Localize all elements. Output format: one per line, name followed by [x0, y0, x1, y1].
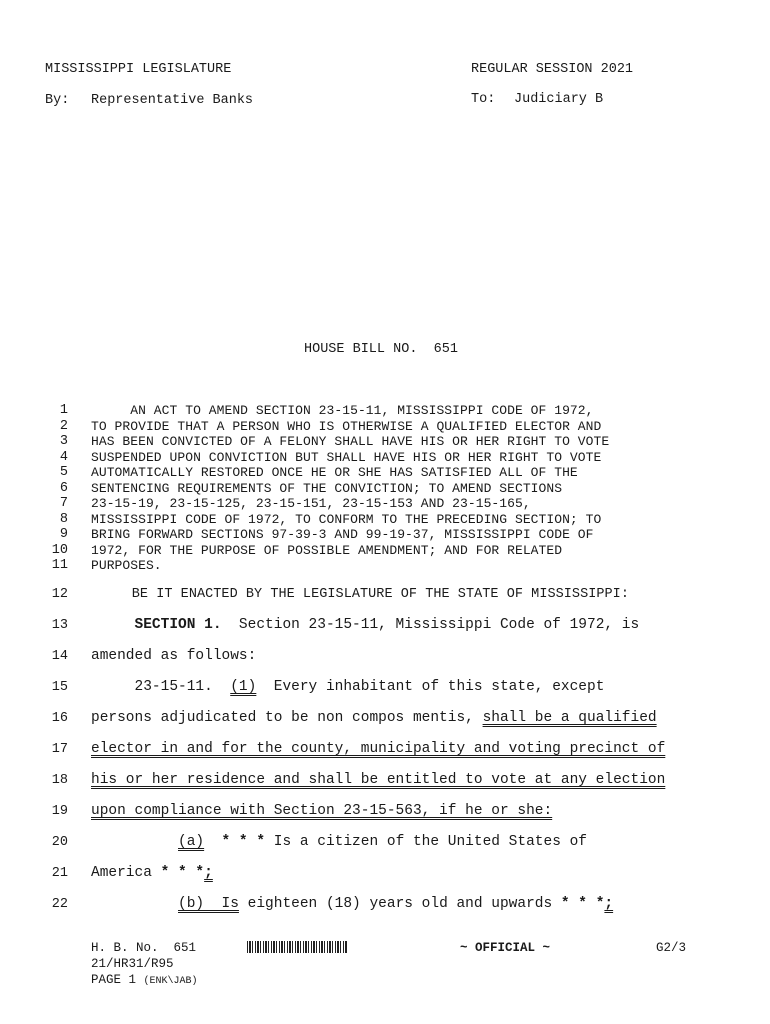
line-number: 22 [51, 897, 68, 912]
line-number: 16 [51, 711, 68, 726]
inserted-text: elector in and for the county, municipality and voting precinct of [91, 741, 666, 757]
line-number: 14 [51, 649, 68, 664]
footer-code: G2/3 [656, 941, 687, 955]
legislature-name: MISSISSIPPI LEGISLATURE [45, 62, 232, 77]
indent [91, 834, 178, 850]
page-indicator [91, 973, 198, 987]
text-segment: Is a citizen of the United States of [265, 834, 587, 850]
caption-line: MISSISSIPPI CODE OF 1972, TO CONFORM TO THE PRECEDING SECTION; TO [91, 512, 602, 527]
inserted-text: (1) [230, 679, 257, 695]
line-number: 11 [51, 558, 68, 573]
indent [91, 896, 178, 912]
deletion-marker: * * * [221, 834, 266, 850]
body-line [91, 865, 213, 881]
session-name: REGULAR SESSION 2021 [471, 62, 634, 77]
line-number: 6 [59, 481, 68, 496]
indent [91, 617, 135, 633]
line-number: 15 [51, 680, 68, 695]
section-label: SECTION 1. [134, 617, 222, 633]
section-text: Section 23-15-11, Mississippi Code of 1972, is [221, 617, 640, 633]
section-heading-line [91, 617, 639, 633]
caption-line: HAS BEEN CONVICTED OF A FELONY SHALL HAVE HIS OR HER RIGHT TO VOTE [91, 434, 610, 449]
body-line [91, 834, 587, 850]
official-mark: ~ OFFICIAL ~ [460, 941, 551, 955]
line-number: 13 [51, 618, 68, 633]
caption-line: AN ACT TO AMEND SECTION 23-15-11, MISSISSIPPI CODE OF 1972, [91, 403, 594, 418]
barcode-icon [247, 941, 347, 953]
caption-line: TO PROVIDE THAT A PERSON WHO IS OTHERWISE A QUALIFIED ELECTOR AND [91, 419, 602, 434]
body-line [91, 803, 552, 819]
text-segment: 23-15-11. [91, 679, 231, 695]
drafter-initials: (ENK\JAB) [143, 976, 198, 987]
inserted-text: (b) Is [178, 896, 239, 912]
line-number: 5 [59, 465, 68, 480]
line-number: 10 [51, 543, 68, 558]
line-number: 3 [59, 434, 68, 449]
line-number: 20 [51, 835, 68, 850]
inserted-text: shall be a qualified [482, 710, 657, 726]
body-line [91, 679, 604, 695]
line-number: 19 [51, 804, 68, 819]
page-number: PAGE 1 [91, 973, 137, 987]
caption-line: 1972, FOR THE PURPOSE OF POSSIBLE AMENDMENT; AND FOR RELATED [91, 543, 563, 558]
text-segment: America [91, 865, 161, 881]
caption-line: BRING FORWARD SECTIONS 97-39-3 AND 99-19-37, MISSISSIPPI CODE OF [91, 527, 594, 542]
line-number: 12 [51, 587, 68, 602]
sponsor-label: By: [45, 93, 70, 108]
text-segment: Every inhabitant of this state, except [256, 679, 605, 695]
body-line [91, 896, 613, 912]
committee-name: Judiciary B [514, 92, 604, 107]
text-segment [204, 834, 221, 850]
line-number: 1 [59, 403, 68, 418]
committee-label: To: [471, 92, 496, 107]
line-number: 17 [51, 742, 68, 757]
inserted-text: his or her residence and shall be entitled to vote at any election [91, 772, 666, 788]
footer-bill-number: H. B. No. 651 [91, 941, 197, 955]
line-number: 18 [51, 773, 68, 788]
caption-line: PURPOSES. [91, 558, 162, 573]
caption-line: 23-15-19, 23-15-125, 23-15-151, 23-15-153 AND 23-15-165, [91, 496, 531, 511]
body-line [91, 772, 665, 788]
body-line [91, 741, 665, 757]
enacting-clause: BE IT ENACTED BY THE LEGISLATURE OF THE STATE OF MISSISSIPPI: [91, 587, 629, 602]
line-number: 7 [59, 496, 68, 511]
inserted-text: ; [604, 896, 614, 912]
bill-title: HOUSE BILL NO. 651 [304, 342, 458, 357]
text-segment: persons adjudicated to be non compos mentis, [91, 710, 483, 726]
inserted-text: (a) [178, 834, 205, 850]
caption-line: SENTENCING REQUIREMENTS OF THE CONVICTION; TO AMEND SECTIONS [91, 481, 563, 496]
line-number: 2 [59, 419, 68, 434]
document-id: 21/HR31/R95 [91, 957, 174, 971]
caption-line: SUSPENDED UPON CONVICTION BUT SHALL HAVE HIS OR HER RIGHT TO VOTE [91, 450, 602, 465]
line-number: 4 [59, 450, 68, 465]
sponsor-name: Representative Banks [91, 93, 254, 108]
text-segment: eighteen (18) years old and upwards [238, 896, 561, 912]
body-line [91, 710, 657, 726]
inserted-text: ; [204, 865, 213, 881]
caption-line: AUTOMATICALLY RESTORED ONCE HE OR SHE HAS SATISFIED ALL OF THE [91, 465, 578, 480]
line-number: 8 [59, 512, 68, 527]
body-line: amended as follows: [91, 648, 257, 664]
line-number: 9 [59, 527, 68, 542]
inserted-text: upon compliance with Section 23-15-563, if he or she: [91, 803, 553, 819]
deletion-marker: * * * [160, 865, 205, 881]
line-number: 21 [51, 866, 68, 881]
deletion-marker: * * * [560, 896, 605, 912]
